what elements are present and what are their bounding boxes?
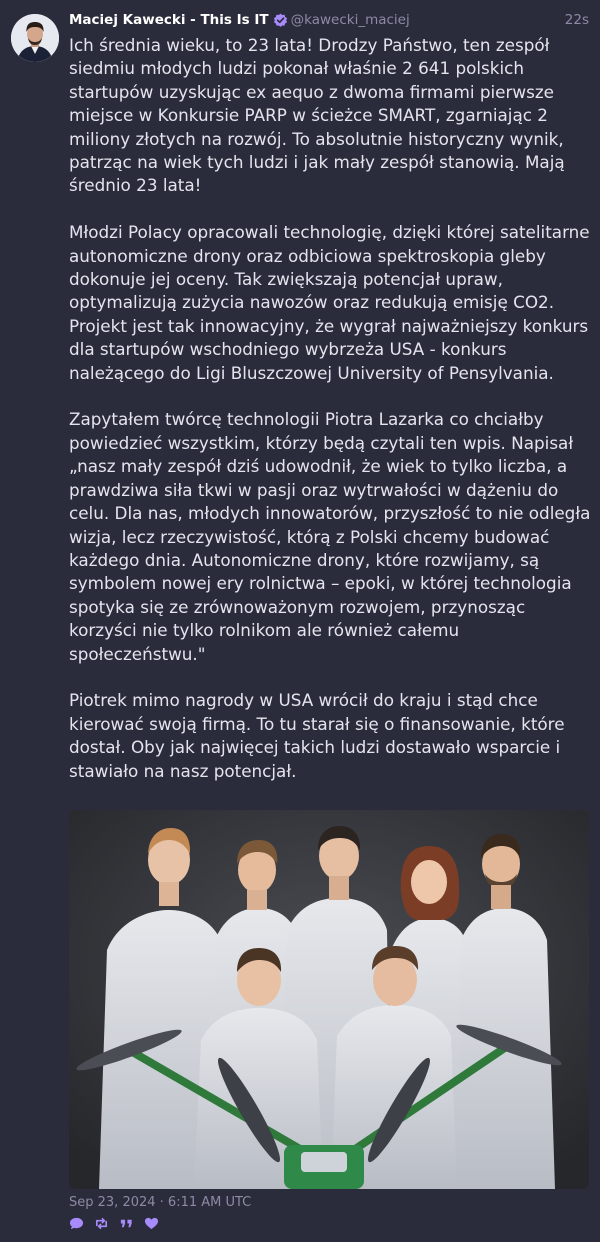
post-actions xyxy=(69,1215,159,1231)
quote-icon[interactable] xyxy=(119,1216,134,1231)
author-avatar[interactable] xyxy=(11,14,59,62)
relative-time[interactable]: 22s xyxy=(564,12,589,28)
post-paragraph: Piotrek mimo nagrody w USA wrócił do kraju i stąd chce kierować swoją firmą. To tu starał się o finansowanie, które dostał. Oby jak najwięcej takich ludzi dostawało wsparcie i stawiało na nasz potencjał. xyxy=(69,690,565,781)
post-paragraph: Młodzi Polacy opracowali technologię, dzięki której satelitarne autonomiczne drony oraz odbiciowa spektroskopia gleby dokonuje jej oceny. Tak zwiększają potencjał upraw, optymalizują zużycia nawozów oraz redukują emisję CO2. Projekt jest tak innowacyjny, że wygrał najważniejszy konkurs dla startupów wschodniego wybrzeża USA - konkurs należącego do Ligi Bluszczowej University of Pensylvania. xyxy=(69,222,590,383)
post-timestamp[interactable]: Sep 23, 2024 · 6:11 AM UTC xyxy=(69,1195,252,1210)
heart-icon[interactable] xyxy=(144,1216,159,1231)
post-header xyxy=(69,10,589,30)
author-name[interactable]: Maciej Kawecki - This Is IT xyxy=(69,12,269,28)
post-paragraph: Ich średnia wieku, to 23 lata! Drodzy Państwo, ten zespół siedmiu młodych ludzi pokonał właśnie 2 641 polskich startupów uzyskując ex aequo z dwoma firmami pierwsze miejsce w Konkursie PARP w ścieżce SMART, zgarniając 2 miliony złotych na rozwój. To absolutnie historyczny wynik, patrząc na wiek tych ludzi i jak mały zespół stanowią. Mają średnio 23 lata! xyxy=(69,35,565,196)
author-handle[interactable]: @kawecki_maciej xyxy=(290,12,410,28)
boost-icon[interactable] xyxy=(94,1216,109,1231)
verified-badge-icon xyxy=(273,13,288,28)
post-paragraph: Zapytałem twórcę technologii Piotra Lazarka co chciałby powiedzieć wszystkim, którzy będą czytali ten wpis. Napisał „nasz mały zespół dziś udowodnił, że wiek to tylko liczba, a prawdziwa siła tkwi w pasji oraz wytrwałości w dążeniu do celu. Dla nas, młodych innowatorów, przyszłość to nie odległa wizja, lecz rzeczywistość, którą z Polski chcemy budować każdego dnia. Autonomiczne drony, które rozwijamy, są symbolem nowej ery rolnictwa – epoki, w której technologia spotyka się ze zrównoważonym rozwojem, przynosząc korzyści nie tylko rolnikom ale również całemu społeczeństwu." xyxy=(69,409,591,664)
post-image[interactable] xyxy=(69,810,589,1189)
post-content xyxy=(69,34,594,783)
reply-icon[interactable] xyxy=(69,1216,84,1231)
